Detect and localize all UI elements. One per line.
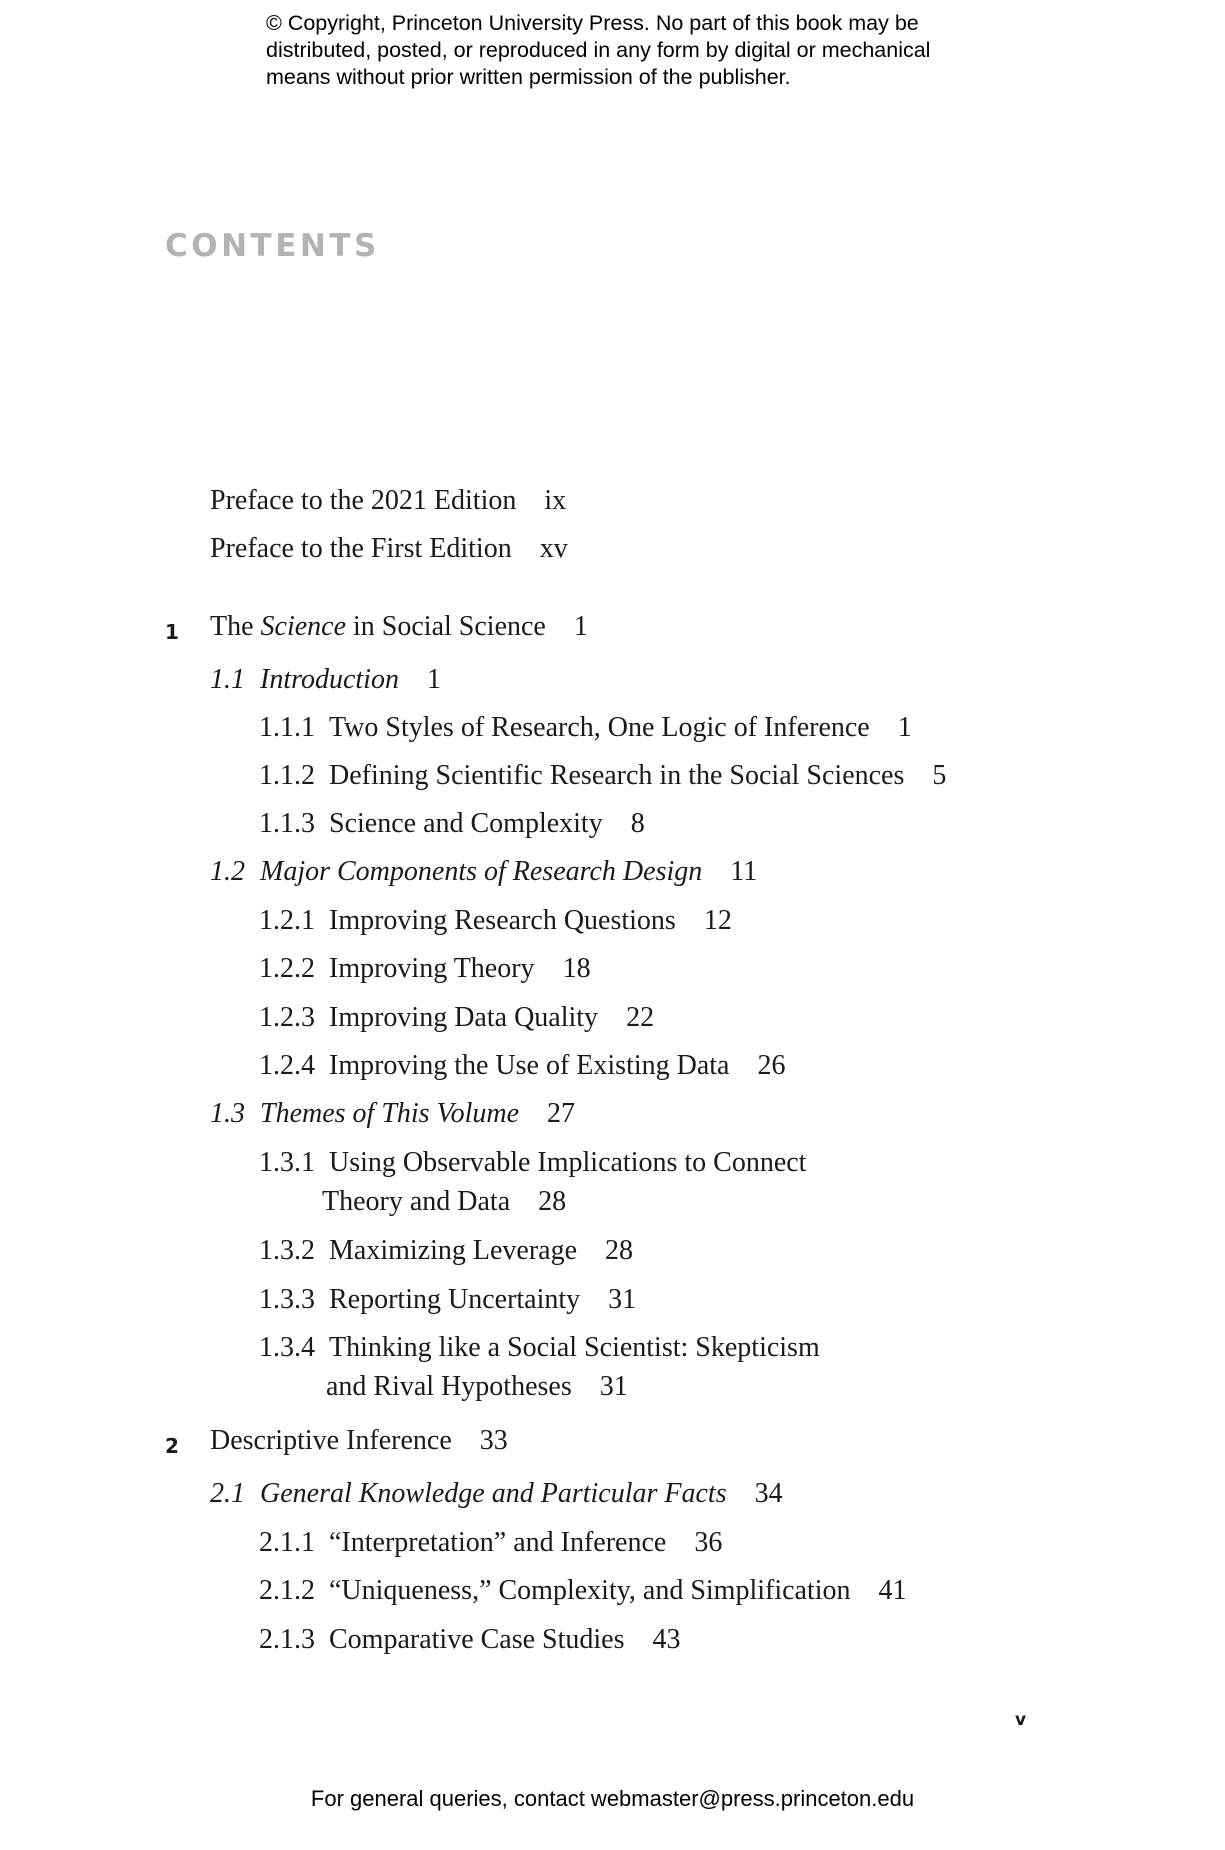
copyright-line: means without prior written permission of the publisher.: [266, 65, 791, 89]
subsection-title: Comparative Case Studies: [329, 1624, 625, 1655]
toc-subsection-1-3-2[interactable]: [0, 1235, 633, 1267]
page-title: CONTENTS: [165, 228, 380, 264]
footer-contact: For general queries, contact webmaster@press.princeton.edu: [310, 1786, 915, 1811]
toc-subsection-1-1-2[interactable]: [0, 760, 946, 792]
section-title: Themes of This Volume: [260, 1098, 519, 1129]
section-number: 1.3: [210, 1098, 245, 1129]
chapter-number: 1: [165, 620, 179, 644]
chapter-number: 2: [165, 1434, 179, 1458]
entry-title: Preface to the First Edition: [210, 533, 512, 564]
page-number: 8: [630, 808, 645, 839]
toc-subsection-2-1-3[interactable]: [0, 1624, 681, 1656]
section-number: 1.1: [210, 664, 245, 695]
toc-subsection-1-2-1[interactable]: [0, 905, 732, 937]
subsection-title: Improving Data Quality: [329, 1002, 599, 1033]
subsection-number: 2.1.2: [259, 1575, 315, 1606]
toc-section-1-1[interactable]: [0, 664, 441, 696]
page-number: 28: [605, 1235, 634, 1266]
toc-subsection-1-2-3[interactable]: [0, 1002, 654, 1034]
copyright-notice: [266, 10, 1026, 91]
subsection-number: 1.1.2: [259, 760, 315, 791]
entry-title: Preface to the 2021 Edition: [210, 485, 517, 516]
toc-subsection-1-3-4[interactable]: [0, 1332, 820, 1364]
page-number: 41: [878, 1575, 907, 1606]
subsection-title: Improving the Use of Existing Data: [329, 1050, 730, 1081]
subsection-title: Improving Research Questions: [329, 905, 676, 936]
page-number: 34: [754, 1478, 783, 1509]
toc-entry-preface-2021[interactable]: [0, 485, 566, 517]
toc-subsection-1-3-1-cont[interactable]: [0, 1186, 566, 1218]
subsection-title: “Uniqueness,” Complexity, and Simplification: [329, 1575, 851, 1606]
page-number: xv: [539, 533, 568, 564]
subsection-number: 1.2.1: [259, 905, 315, 936]
chapter-title-italic: Science: [260, 611, 347, 642]
page-number: 11: [730, 856, 758, 887]
page-number: 1: [426, 664, 441, 695]
subsection-number: 1.1.3: [259, 808, 315, 839]
toc-subsection-1-2-4[interactable]: [0, 1050, 785, 1082]
toc-subsection-2-1-2[interactable]: [0, 1575, 907, 1607]
page-number: 12: [703, 905, 732, 936]
section-title: General Knowledge and Particular Facts: [260, 1478, 727, 1509]
subsection-title: Improving Theory: [329, 953, 535, 984]
page-folio: v: [1015, 1710, 1027, 1730]
page-number: 33: [479, 1425, 508, 1456]
chapter-title-prefix: The: [210, 611, 261, 642]
toc-entry-preface-first[interactable]: [0, 533, 568, 565]
subsection-title: Defining Scientific Research in the Social Sciences: [329, 760, 905, 791]
page-number: 27: [547, 1098, 575, 1129]
page-number: 22: [626, 1002, 655, 1033]
page-number: 43: [652, 1624, 681, 1655]
page-number: 28: [538, 1186, 567, 1217]
page-number: 26: [757, 1050, 786, 1081]
subsection-number: 2.1.3: [259, 1624, 315, 1655]
page-number: 36: [694, 1527, 723, 1558]
chapter-title: Descriptive Inference: [210, 1425, 452, 1456]
subsection-title: Maximizing Leverage: [329, 1235, 578, 1266]
toc-subsection-2-1-1[interactable]: [0, 1527, 722, 1559]
page-number: 18: [562, 953, 591, 984]
chapter-title-suffix: in Social Science: [346, 611, 546, 642]
subsection-number: 1.2.4: [259, 1050, 315, 1081]
subsection-number: 1.2.2: [259, 953, 315, 984]
toc-subsection-1-3-3[interactable]: [0, 1284, 636, 1316]
section-number: 2.1: [210, 1478, 245, 1509]
page-number: ix: [544, 485, 567, 516]
subsection-number: 1.3.2: [259, 1235, 315, 1266]
subsection-title: “Interpretation” and Inference: [329, 1527, 667, 1558]
subsection-title: Two Styles of Research, One Logic of Inference: [329, 712, 870, 743]
page-number: 1: [897, 712, 912, 743]
subsection-number: 1.3.1: [259, 1147, 315, 1178]
subsection-title: Science and Complexity: [329, 808, 603, 839]
toc-subsection-1-2-2[interactable]: [0, 953, 591, 985]
toc-section-1-2[interactable]: [0, 856, 757, 888]
subsection-number: 1.3.4: [259, 1332, 315, 1363]
page-number: 5: [932, 760, 947, 791]
subsection-title: Using Observable Implications to Connect: [329, 1147, 807, 1178]
copyright-line: © Copyright, Princeton University Press. No part of this book may be: [266, 11, 919, 35]
page-number: 1: [573, 611, 588, 642]
subsection-number: 1.1.1: [259, 712, 315, 743]
subsection-title-continued: Theory and Data: [322, 1186, 511, 1217]
subsection-title-continued: and Rival Hypotheses: [326, 1371, 572, 1402]
toc-subsection-1-1-3[interactable]: [0, 808, 645, 840]
toc-subsection-1-1-1[interactable]: [0, 712, 912, 744]
subsection-title: Reporting Uncertainty: [329, 1284, 581, 1315]
page-number: 31: [599, 1371, 628, 1402]
subsection-title: Thinking like a Social Scientist: Skepticism: [329, 1332, 820, 1363]
toc-subsection-1-3-1[interactable]: [0, 1147, 806, 1179]
copyright-line: distributed, posted, or reproduced in any form by digital or mechanical: [266, 38, 931, 62]
subsection-number: 2.1.1: [259, 1527, 315, 1558]
section-title: Introduction: [260, 664, 399, 695]
section-title: Major Components of Research Design: [260, 856, 703, 887]
toc-section-1-3[interactable]: [0, 1098, 575, 1130]
section-number: 1.2: [210, 856, 245, 887]
toc-section-2-1[interactable]: [0, 1478, 783, 1510]
toc-subsection-1-3-4-cont[interactable]: [0, 1371, 628, 1403]
subsection-number: 1.3.3: [259, 1284, 315, 1315]
subsection-number: 1.2.3: [259, 1002, 315, 1033]
page-number: 31: [608, 1284, 637, 1315]
